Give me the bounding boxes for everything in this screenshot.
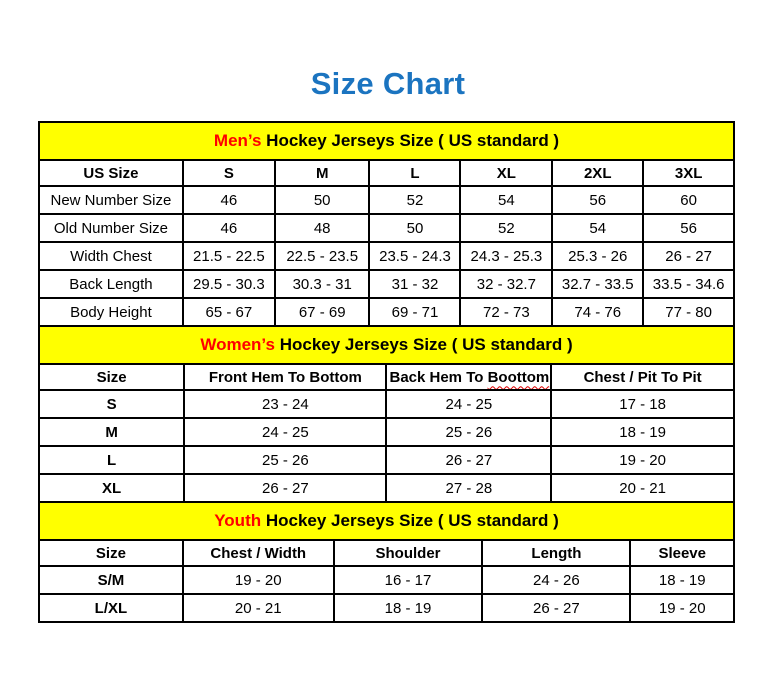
womens-header-cell: Size (39, 364, 184, 390)
mens-banner-text: Hockey Jerseys Size ( US standard ) (261, 131, 560, 150)
womens-header-row (39, 364, 734, 390)
mens-data-cell: 65 - 67 (183, 298, 275, 326)
mens-table-row (39, 242, 734, 270)
womens-data-cell: 19 - 20 (551, 446, 734, 474)
mens-data-cell: 32 - 32.7 (460, 270, 552, 298)
mens-data-cell: 22.5 - 23.5 (275, 242, 370, 270)
womens-data-cell: 25 - 26 (386, 418, 551, 446)
youth-data-cell: 19 - 20 (183, 566, 334, 594)
mens-banner (39, 122, 734, 160)
mens-header-cell: M (275, 160, 370, 186)
mens-header-row (39, 160, 734, 186)
mens-row-label: Old Number Size (39, 214, 183, 242)
womens-header-cell: Front Hem To Bottom (184, 364, 386, 390)
youth-data-cell: 16 - 17 (334, 566, 483, 594)
misspelled-word: Boottom (487, 368, 550, 386)
mens-data-cell: 23.5 - 24.3 (369, 242, 460, 270)
mens-size-table (38, 121, 735, 327)
womens-row-label: XL (39, 474, 184, 502)
womens-data-cell: 26 - 27 (386, 446, 551, 474)
mens-banner-row (39, 122, 734, 160)
womens-banner (39, 326, 734, 364)
youth-header-cell: Sleeve (630, 540, 734, 566)
youth-data-cell: 20 - 21 (183, 594, 334, 622)
womens-row-label: S (39, 390, 184, 418)
youth-header-row (39, 540, 734, 566)
womens-data-cell: 23 - 24 (184, 390, 386, 418)
youth-data-cell: 18 - 19 (334, 594, 483, 622)
mens-data-cell: 50 (369, 214, 460, 242)
mens-header-cell: L (369, 160, 460, 186)
youth-header-cell: Size (39, 540, 183, 566)
mens-data-cell: 46 (183, 214, 275, 242)
mens-data-cell: 67 - 69 (275, 298, 370, 326)
womens-data-cell: 24 - 25 (184, 418, 386, 446)
mens-header-cell: S (183, 160, 275, 186)
mens-data-cell: 32.7 - 33.5 (552, 270, 643, 298)
mens-data-cell: 30.3 - 31 (275, 270, 370, 298)
youth-header-cell: Length (482, 540, 630, 566)
womens-header-cell: Chest / Pit To Pit (551, 364, 734, 390)
womens-banner-text: Hockey Jerseys Size ( US standard ) (274, 335, 573, 354)
womens-table-row (39, 390, 734, 418)
mens-row-label: Width Chest (39, 242, 183, 270)
mens-data-cell: 52 (369, 186, 460, 214)
womens-table-row (39, 474, 734, 502)
mens-data-cell: 26 - 27 (643, 242, 734, 270)
mens-data-cell: 77 - 80 (643, 298, 734, 326)
womens-data-cell: 17 - 18 (551, 390, 734, 418)
mens-data-cell: 25.3 - 26 (552, 242, 643, 270)
womens-row-label: L (39, 446, 184, 474)
youth-header-cell: Chest / Width (183, 540, 334, 566)
mens-data-cell: 72 - 73 (460, 298, 552, 326)
mens-table-row (39, 214, 734, 242)
mens-data-cell: 33.5 - 34.6 (643, 270, 734, 298)
youth-banner-row (39, 502, 734, 540)
womens-banner-row (39, 326, 734, 364)
womens-data-cell: 20 - 21 (551, 474, 734, 502)
youth-row-label: L/XL (39, 594, 183, 622)
mens-table-row (39, 298, 734, 326)
page-title: Size Chart (310, 66, 466, 101)
womens-table-row (39, 418, 734, 446)
mens-header-cell: 3XL (643, 160, 734, 186)
youth-table-row (39, 566, 734, 594)
youth-banner-text: Hockey Jerseys Size ( US standard ) (261, 511, 559, 530)
youth-row-label: S/M (39, 566, 183, 594)
mens-data-cell: 69 - 71 (369, 298, 460, 326)
mens-data-cell: 74 - 76 (552, 298, 643, 326)
womens-data-cell: 27 - 28 (386, 474, 551, 502)
mens-row-label: Body Height (39, 298, 183, 326)
mens-data-cell: 24.3 - 25.3 (460, 242, 552, 270)
womens-row-label: M (39, 418, 184, 446)
mens-table-row (39, 270, 734, 298)
womens-data-cell: 24 - 25 (386, 390, 551, 418)
youth-header-cell: Shoulder (334, 540, 483, 566)
mens-data-cell: 52 (460, 214, 552, 242)
mens-data-cell: 56 (643, 214, 734, 242)
mens-data-cell: 50 (275, 186, 370, 214)
womens-table-row (39, 446, 734, 474)
mens-data-cell: 54 (552, 214, 643, 242)
mens-data-cell: 60 (643, 186, 734, 214)
mens-header-cell: XL (460, 160, 552, 186)
youth-table-row (39, 594, 734, 622)
womens-size-table (38, 325, 735, 503)
youth-data-cell: 19 - 20 (630, 594, 734, 622)
womens-data-cell: 25 - 26 (184, 446, 386, 474)
womens-data-cell: 18 - 19 (551, 418, 734, 446)
youth-banner (39, 502, 734, 540)
mens-data-cell: 31 - 32 (369, 270, 460, 298)
youth-data-cell: 26 - 27 (482, 594, 630, 622)
youth-size-table (38, 501, 735, 623)
youth-banner-highlight: Youth (214, 511, 262, 530)
mens-data-cell: 21.5 - 22.5 (183, 242, 275, 270)
mens-data-cell: 48 (275, 214, 370, 242)
womens-header-cell: Back Hem To Boottom (386, 364, 551, 390)
mens-header-cell: US Size (39, 160, 183, 186)
womens-data-cell: 26 - 27 (184, 474, 386, 502)
mens-row-label: Back Length (39, 270, 183, 298)
mens-data-cell: 56 (552, 186, 643, 214)
womens-banner-highlight: Women’s (200, 335, 275, 354)
mens-data-cell: 54 (460, 186, 552, 214)
mens-data-cell: 46 (183, 186, 275, 214)
mens-table-row (39, 186, 734, 214)
youth-data-cell: 24 - 26 (482, 566, 630, 594)
mens-banner-highlight: Men’s (213, 131, 262, 150)
size-chart-tables (38, 121, 735, 623)
youth-data-cell: 18 - 19 (630, 566, 734, 594)
mens-header-cell: 2XL (552, 160, 643, 186)
mens-data-cell: 29.5 - 30.3 (183, 270, 275, 298)
mens-row-label: New Number Size (39, 186, 183, 214)
